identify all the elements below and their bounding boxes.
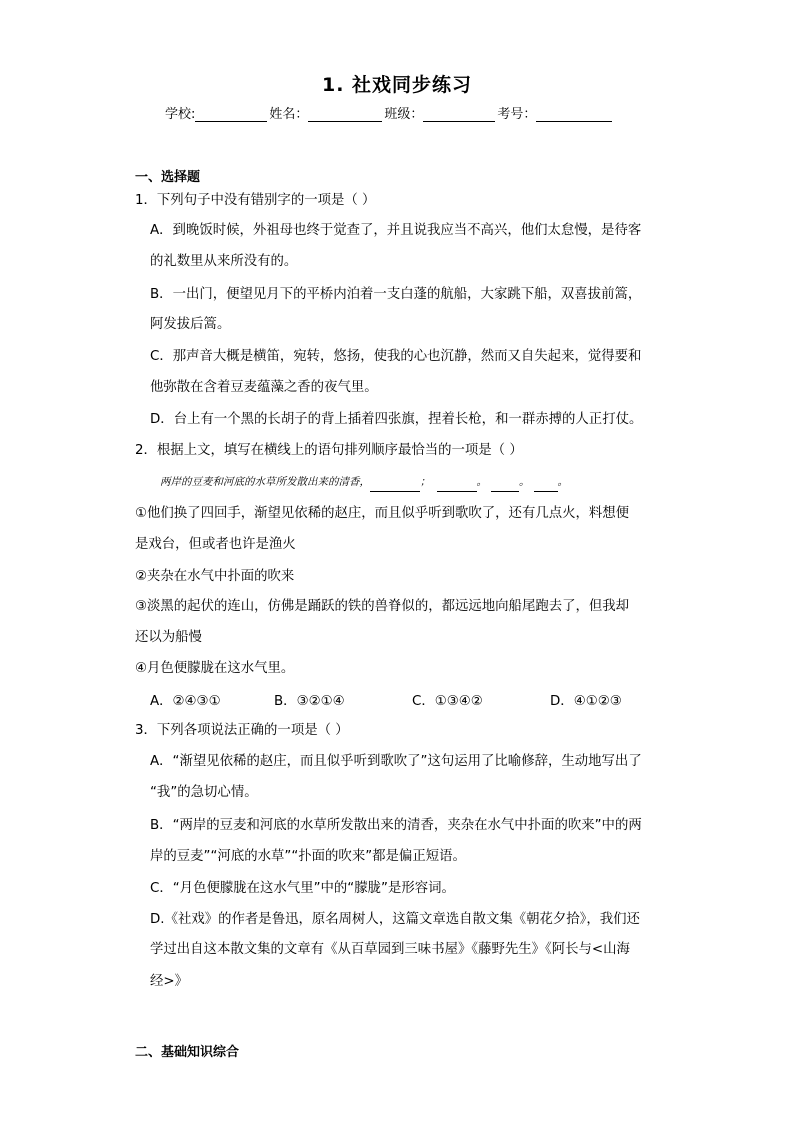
section-heading: 一、选择题 [135, 170, 201, 185]
class-blank[interactable] [423, 107, 495, 122]
name-blank[interactable] [308, 107, 382, 122]
q2-choice-c[interactable]: C．①③④② [412, 694, 483, 709]
q2-sep: ； [420, 476, 431, 488]
q3-option-a-cont: “我”的急切心情。 [150, 785, 258, 800]
q2-passage-text: 两岸的豆麦和河底的水草所发散出来的清香， [160, 476, 370, 488]
q3-option-d: D.《社戏》的作者是鲁迅，原名周树人，这篇文章选自散文集《朝花夕拾》，我们还 [150, 912, 640, 927]
q2-sentence-3-cont: 还以为船慢 [135, 630, 202, 645]
q2-sentence-1-cont: 是戏台，但或者也许是渔火 [135, 537, 296, 552]
q2-choice-d[interactable]: D．④①②③ [550, 694, 622, 709]
q2-sentence-4: ④月色便朦胧在这水气里。 [135, 661, 295, 676]
q2-sep: 。 [519, 476, 530, 488]
q3-option-d-cont: 学过出自这本散文集的文章有《从百草园到三味书屋》《藤野先生》《阿长与<山海 [150, 942, 630, 957]
q2-choice-a[interactable]: A．②④③① [150, 694, 221, 709]
question-1-stem: 1．下列句子中没有错别字的一项是（ ） [135, 193, 376, 208]
class-label: 班级： [384, 107, 424, 122]
q1-option-b-cont: 阿发拔后篙。 [150, 317, 231, 332]
q2-sentence-1: ①他们换了四回手，渐望见依稀的赵庄，而且似乎听到歌吹了，还有几点火，料想便 [135, 506, 630, 521]
q1-option-c: C．那声音大概是横笛，宛转，悠扬，使我的心也沉静，然而又自失起来，觉得要和 [150, 349, 642, 364]
q1-option-b: B．一出门，便望见月下的平桥内泊着一支白蓬的航船，大家跳下船，双喜拔前篙， [150, 287, 642, 302]
section-heading-2: 二、基础知识综合 [135, 1045, 240, 1060]
q2-passage [160, 472, 568, 492]
q3-option-b: B．“两岸的豆麦和河底的水草所发散出来的清香，夹杂在水气中扑面的吹来”中的两 [150, 818, 642, 833]
q2-sentence-2: ②夹杂在水气中扑面的吹来 [135, 569, 295, 584]
fill-blank[interactable] [534, 479, 558, 492]
school-blank[interactable] [195, 107, 267, 122]
q2-sep: 。 [476, 476, 487, 488]
q2-sentence-3: ③淡黑的起伏的连山，仿佛是踊跃的铁的兽脊似的，都远远地向船尾跑去了，但我却 [135, 599, 630, 614]
fill-blank[interactable] [370, 479, 420, 492]
name-label: 姓名： [269, 107, 309, 122]
q1-option-a: A．到晚饭时候，外祖母也终于觉查了，并且说我应当不高兴，他们太怠慢，是待客 [150, 223, 642, 238]
question-2-stem: 2．根据上文，填写在横线上的语句排列顺序最恰当的一项是（ ） [135, 443, 523, 458]
fill-blank[interactable] [491, 479, 519, 492]
q3-option-d-cont2: 经>》 [150, 974, 189, 989]
q3-option-c: C．“月色便朦胧在这水气里”中的“朦胧”是形容词。 [150, 881, 455, 896]
q2-choices [150, 690, 622, 709]
q3-option-b-cont: 岸的豆麦”“河底的水草”“扑面的吹来”都是偏正短语。 [150, 849, 466, 864]
q2-end: 。 [557, 476, 568, 488]
exam-number-label: 考号： [497, 107, 537, 122]
fill-blank[interactable] [437, 479, 477, 492]
q3-option-a: A．“渐望见依稀的赵庄，而且似乎听到歌吹了”这句运用了比喻修辞，生动地写出了 [150, 754, 642, 769]
exam-number-blank[interactable] [536, 107, 612, 122]
student-info-line [165, 103, 614, 122]
q2-choice-b[interactable]: B．③②①④ [274, 694, 345, 709]
q1-option-d: D．台上有一个黑的长胡子的背上插着四张旗，捏着长枪，和一群赤搏的人正打仗。 [150, 412, 643, 427]
page-title: 1. 社戏同步练习 [321, 74, 473, 96]
q1-option-c-cont: 他弥散在含着豆麦蕴藻之香的夜气里。 [150, 380, 378, 395]
question-3-stem: 3．下列各项说法正确的一项是（ ） [135, 723, 349, 738]
school-label: 学校: [165, 107, 196, 122]
q1-option-a-cont: 的礼数里从来所没有的。 [150, 254, 298, 269]
